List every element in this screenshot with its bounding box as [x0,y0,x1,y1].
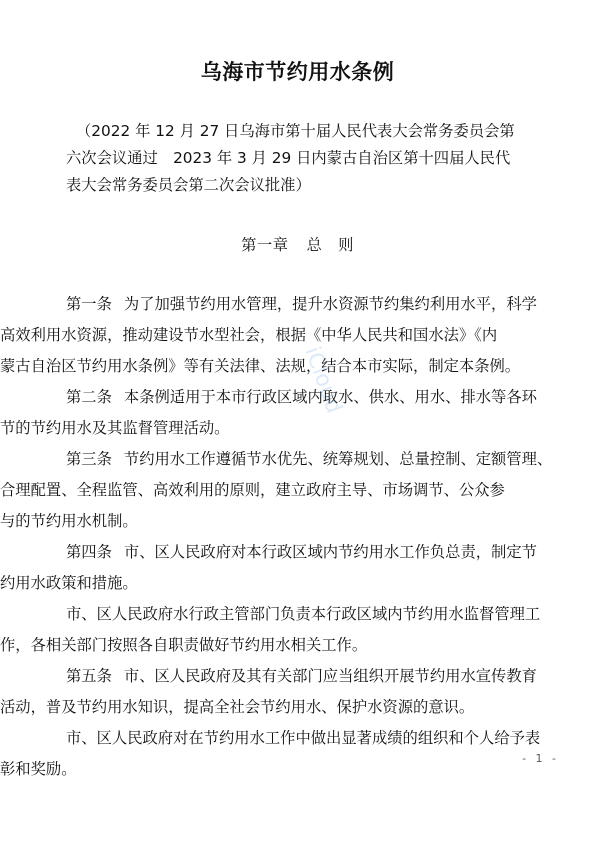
article-3-line-1 [66,444,566,475]
watermark-text: iCloud [299,343,347,417]
article-3-line-2: 合理配置、全程监管、高效利用的原则，建立政府主导、市场调节、公众参 [0,481,505,499]
chapter-number: 第一章 [241,236,289,254]
article-5-para-2-line-1: 市、区人民政府对在节约用水工作中做出显著成绩的组织和个人给予表 [66,729,541,747]
article-2-number: 第二条 [66,388,112,406]
article-4-para-2-line-1: 市、区人民政府水行政主管部门负责本行政区域内节约用水监督管理工 [66,605,541,623]
article-1-line-3: 蒙古自治区节约用水条例》等有关法律、法规，结合本市实际，制定本条例。 [0,357,521,375]
article-2-line-2: 节的节约用水及其监督管理活动。 [0,419,230,437]
article-3-line-3: 与的节约用水机制。 [0,512,138,530]
chapter-heading [0,233,595,255]
approval-line-3: 表大会常务委员会第二次会议批准） [66,176,311,194]
article-5-line-1 [66,661,566,692]
article-1-text-1: 为了加强节约用水管理，提升水资源节约集约利用水平，科学 [123,295,537,313]
article-1-line-2: 高效利用水资源，推动建设节水型社会，根据《中华人民共和国水法》《内 [0,326,498,344]
approval-note [66,118,536,199]
article-body [0,289,566,785]
article-4-para-2-line-2: 作，各相关部门按照各自职责做好节约用水相关工作。 [0,636,368,654]
article-1-number: 第一条 [66,295,112,313]
article-5-number: 第五条 [66,667,112,685]
page-number: - 1 - [522,752,559,765]
article-2-text-1: 本条例适用于本市行政区域内取水、供水、用水、排水等各环 [123,388,537,406]
article-5-line-2: 活动，普及节约用水知识，提高全社会节约用水、保护水资源的意识。 [0,698,475,716]
article-5-para-2-line-2: 彰和奖励。 [0,760,77,778]
approval-line-2: 六次会议通过 2023 年 3 月 29 日内蒙古自治区第十四届人民代 [66,149,511,167]
article-4-line-1 [66,537,566,568]
article-4-text-1: 市、区人民政府对本行政区域内节约用水工作负总责，制定节 [123,543,537,561]
article-4-line-2: 约用水政策和措施。 [0,574,138,592]
document-title: 乌海市节约用水条例 [200,60,395,84]
article-1-line-1 [66,289,566,320]
article-3-number: 第三条 [66,450,112,468]
chapter-name: 总 则 [306,236,354,254]
approval-line-1: （2022 年 12 月 27 日乌海市第十届人民代表大会常务委员会第 [76,122,515,140]
article-5-text-1: 市、区人民政府及其有关部门应当组织开展节约用水宣传教育 [123,667,537,685]
article-3-text-1: 节约用水工作遵循节水优先、统筹规划、总量控制、定额管理、 [123,450,553,468]
article-2-line-1 [66,382,566,413]
article-4-number: 第四条 [66,543,112,561]
